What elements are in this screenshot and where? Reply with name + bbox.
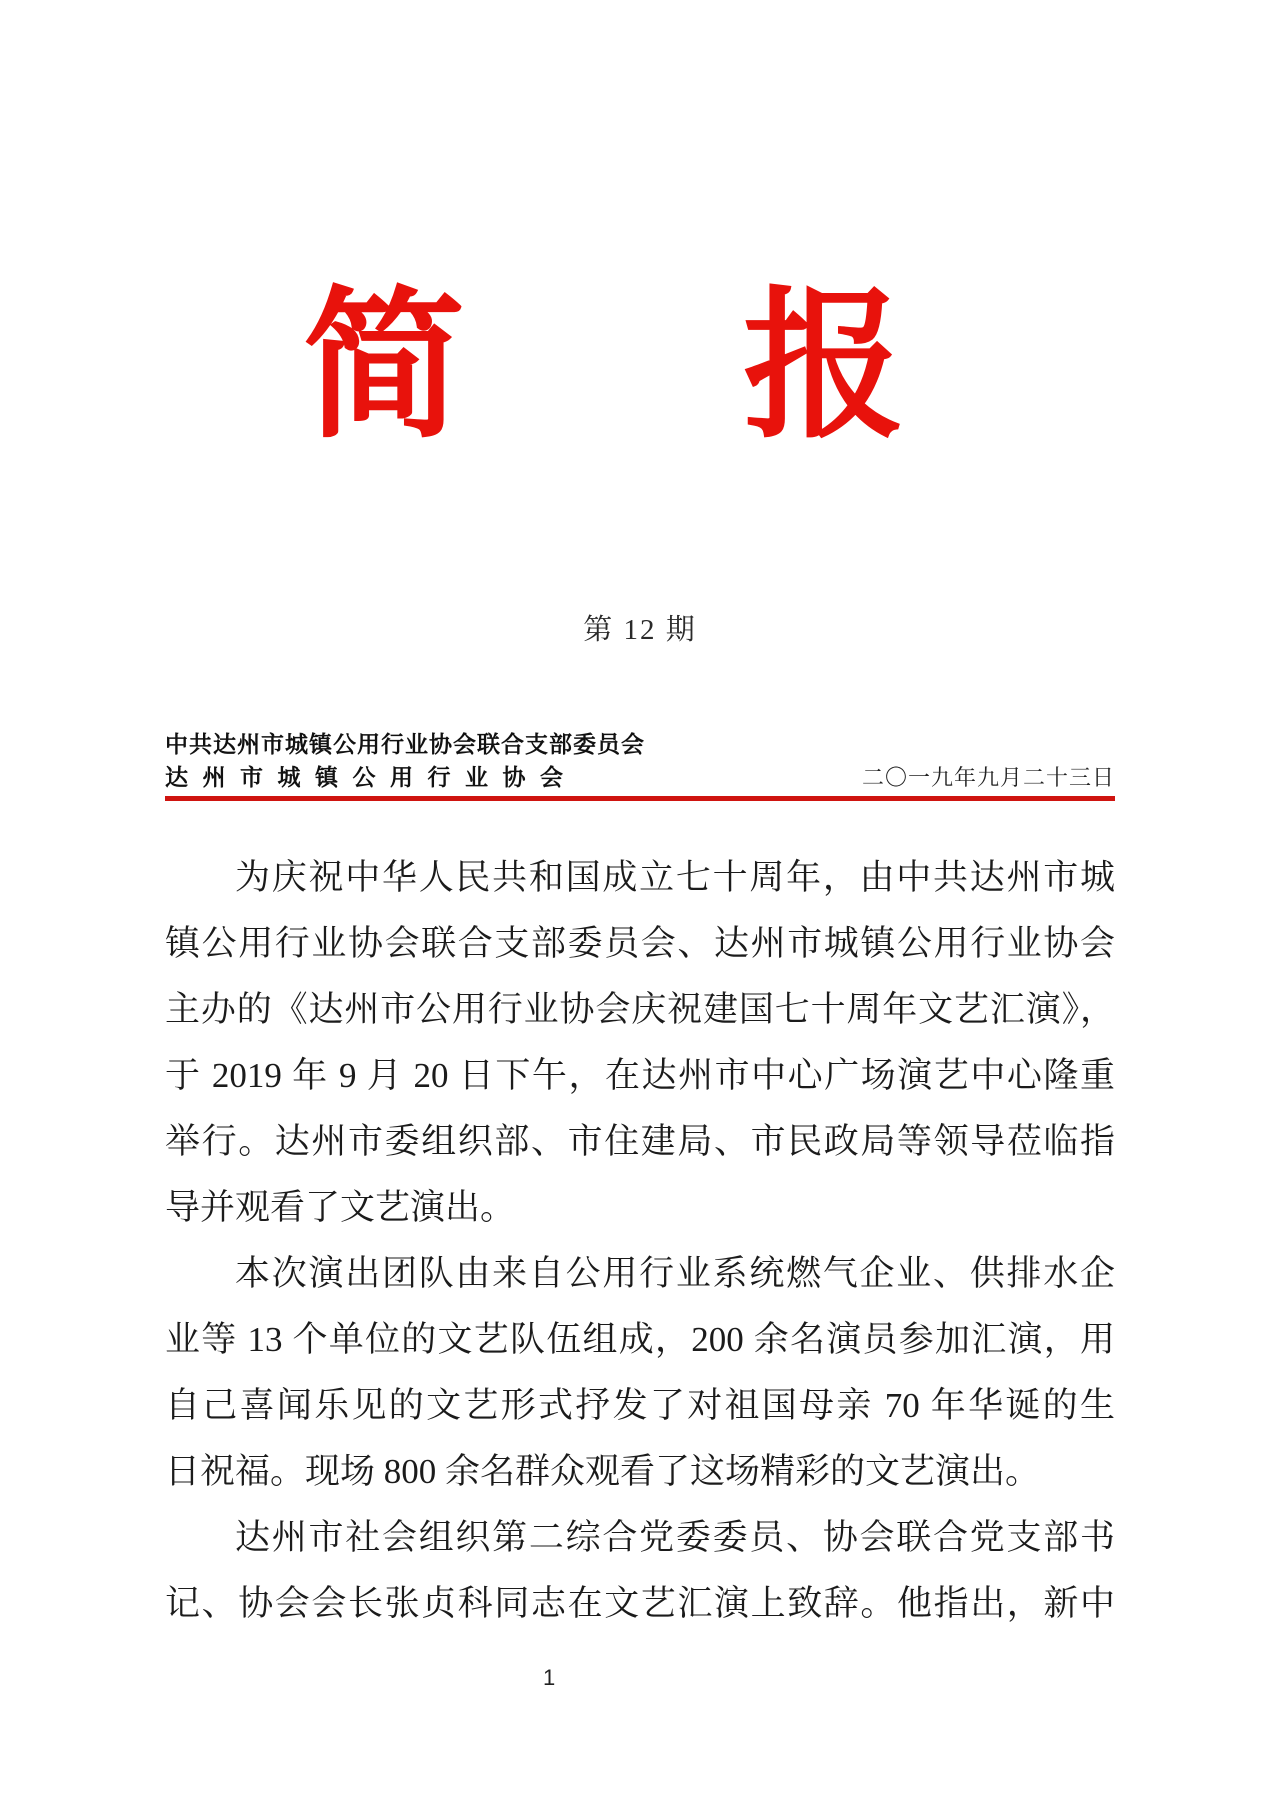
red-divider-rule [165,796,1115,801]
title-char-jian: 简 [303,276,465,457]
body-line: 达州市社会组织第二综合党委委员、协会联合党支部书 [235,1518,1115,1557]
body-line: 为庆祝中华人民共和国成立七十周年，由中共达州市城 [235,858,1115,897]
issue-number: 第 12 期 [583,614,697,646]
org-name-committee: 中共达州市城镇公用行业协会联合支部委员会 [165,732,645,757]
body-line: 举行。达州市委组织部、市住建局、市民政局等领导莅临指 [165,1122,1115,1161]
body-line: 自己喜闻乐见的文艺形式抒发了对祖国母亲 70 年华诞的生 [165,1386,1115,1425]
masthead-title [165,276,1115,457]
org-name-association: 达州市城镇公用行业协会 [165,765,563,790]
header-org-block [165,730,1115,801]
body-line: 业等 13 个单位的文艺队伍组成，200 余名演员参加汇演，用 [165,1320,1115,1359]
title-char-bao: 报 [743,276,905,457]
body-line: 主办的《达州市公用行业协会庆祝建国七十周年文艺汇演》， [165,990,1115,1029]
body-text [165,845,1115,1637]
body-line: 于 2019 年 9 月 20 日下午，在达州市中心广场演艺中心隆重 [165,1056,1115,1095]
page-number: 1 [543,1665,556,1690]
body-line: 日祝福。现场 800 余名群众观看了这场精彩的文艺演出。 [165,1452,1041,1491]
body-line: 记、协会会长张贞科同志在文艺汇演上致辞。他指出，新中 [165,1584,1115,1623]
body-line: 本次演出团队由来自公用行业系统燃气企业、供排水企 [235,1254,1115,1293]
org-date-row [165,763,1115,793]
issue-date: 二〇一九年九月二十三日 [861,765,1115,790]
body-line: 镇公用行业协会联合支部委员会、达州市城镇公用行业协会 [165,924,1115,963]
body-line: 导并观看了文艺演出。 [165,1188,516,1227]
